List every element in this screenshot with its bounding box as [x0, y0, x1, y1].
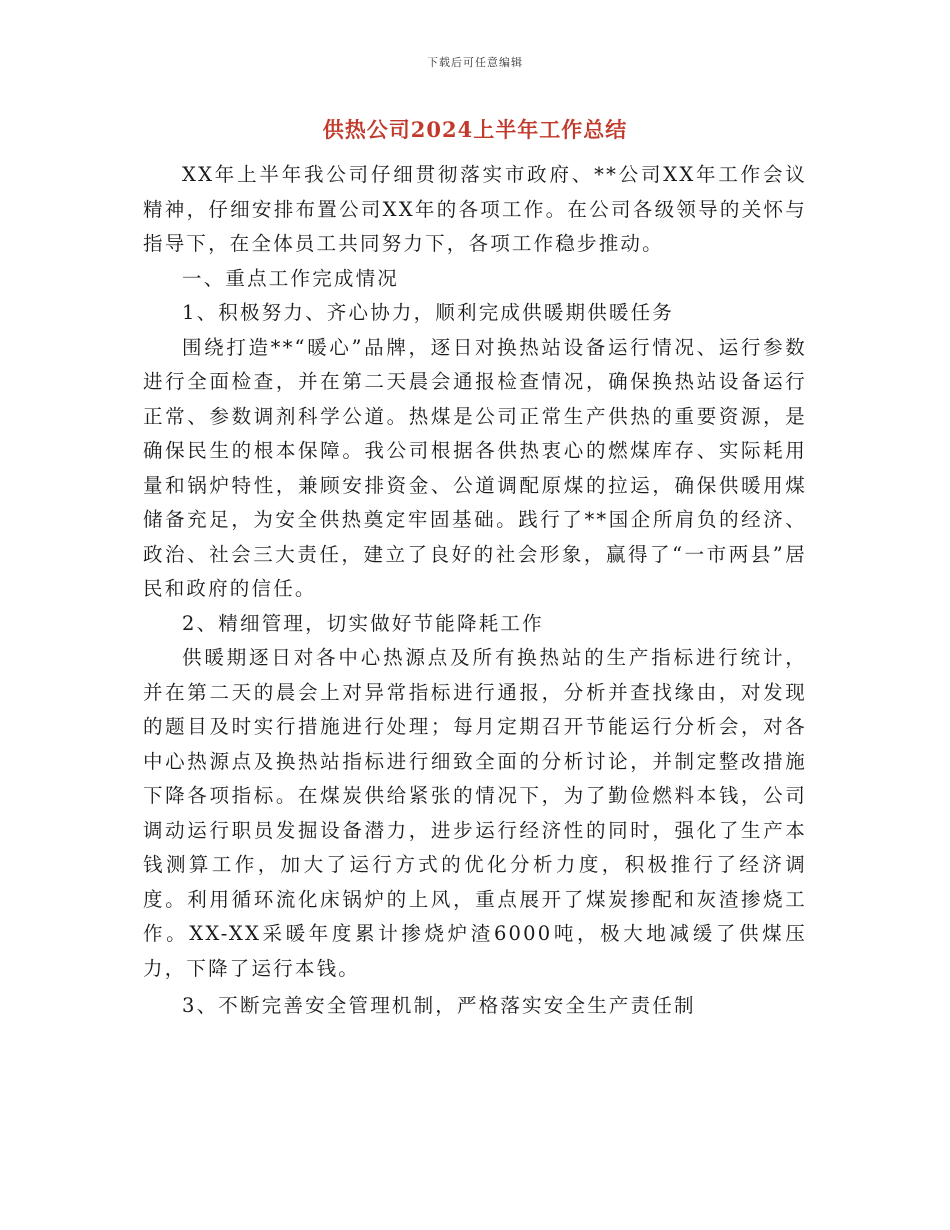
document-body	[143, 158, 807, 1024]
section-heading-1: 一、重点工作完成情况	[182, 266, 400, 290]
header-note: 下载后可任意编辑	[427, 56, 523, 69]
body-paragraph-2: 供暖期逐日对各中心热源点及所有换热站的生产指标进行统计，并在第二天的晨会上对异常指标进行通报，分析并查找缘由，对发现的题目及时实行措施进行处理；每月定期召开节能运行分析会，对各中心热源点及换热站指标进行细致全面的分析讨论，并制定整改措施下降各项指标。在煤炭供给紧张的情况下，为了勤俭燃料本钱，公司调动运行职员发掘设备潜力，进步运行经济性的同时，强化了生产本钱测算工作，加大了运行方式的优化分析力度，积极推行了经济调度。利用循环流化床锅炉的上风，重点展开了煤炭掺配和灰渣掺烧工作。XX-XX采暖年度累计掺烧炉渣6000吨，极大地减缓了供煤压力，下降了运行本钱。	[143, 646, 807, 980]
body-paragraph-1: 围绕打造**“暖心”品牌，逐日对换热站设备运行情况、运行参数进行全面检查，并在第二天晨会通报检查情况，确保换热站设备运行正常、参数调剂科学公道。热煤是公司正常生产供热的重要资源，是确保民生的根本保障。我公司根据各供热衷心的燃煤库存、实际耗用量和锅炉特性，兼顾安排资金、公道调配原煤的拉运，确保供暖用煤储备充足，为安全供热奠定牢固基础。践行了**国企所肩负的经济、政治、社会三大责任，建立了良好的社会形象，赢得了“一市两县”居民和政府的信任。	[143, 335, 807, 600]
document-title: 供热公司2024上半年工作总结	[322, 117, 628, 142]
subsection-heading-3: 3、不断完善安全管理机制，严格落实安全生产责任制	[182, 994, 696, 1017]
subsection-heading-1: 1、积极努力、齐心协力，顺利完成供暖期供暖任务	[182, 301, 675, 324]
subsection-heading-2: 2、精细管理，切实做好节能降耗工作	[182, 611, 544, 635]
intro-paragraph: XX年上半年我公司仔细贯彻落实市政府、**公司XX年工作会议精神，仔细安排布置公司XX年的各项工作。在公司各级领导的关怀与指导下，在全体员工共同努力下，各项工作稳步推动。	[143, 163, 807, 255]
